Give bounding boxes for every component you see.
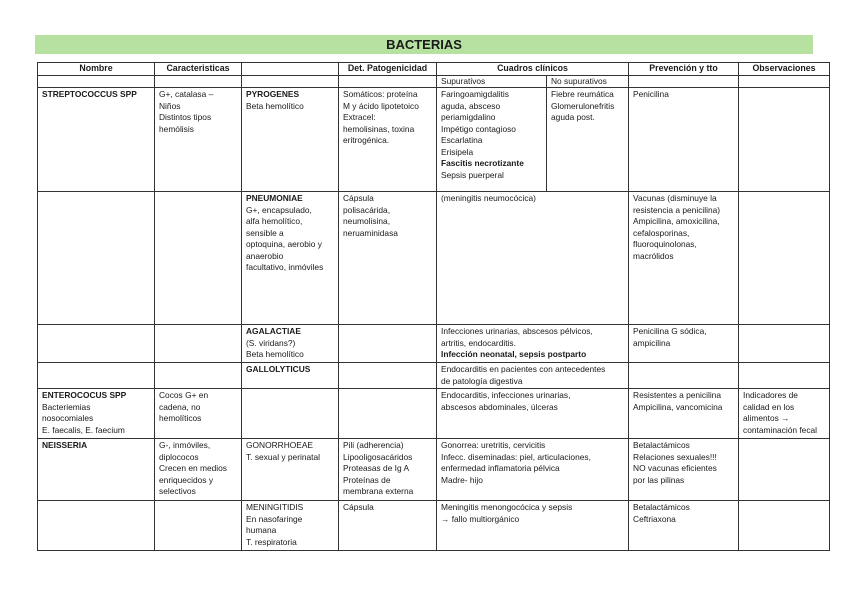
table-row [38, 389, 830, 439]
cell-strep-caract: G+, catalasa – Niños Distintos tipos hemólisis [155, 88, 242, 192]
page-title: BACTERIAS [386, 37, 462, 52]
col-prevencion: Prevención y tto [629, 63, 739, 76]
table-row [38, 88, 830, 192]
cell-neisseria-nombre: NEISSERIA [38, 439, 155, 501]
cell-entero-caract: Cocos G+ en cadena, no hemolíticos [155, 389, 242, 439]
table-row [38, 363, 830, 389]
cell-pyogenes: PYROGENES Beta hemolítico [242, 88, 339, 192]
cell-pyogenes-sup: Faringoamigdalitis aguda, absceso periamigdalino Impétigo contagioso Escarlatina Erisipela Fascitis necrotizante Sepsis puerperal [437, 88, 547, 192]
cell-meningitidis-prev: Betalactámicos Ceftriaxona [629, 501, 739, 551]
cell-agalactiae-cuadro: Infecciones urinarias, abscesos pélvicos, artritis, endocarditis. Infección neonatal, sepsis postparto [437, 325, 629, 363]
cell-entero-nombre: ENTEROCOCUS SPP Bacteriemias nosocomiales E. faecalis, E. faecium [38, 389, 155, 439]
header-row [38, 63, 830, 76]
cell-entero-cuadro: Endocarditis, infecciones urinarias, abscesos abdominales, úlceras [437, 389, 629, 439]
col-blank [242, 63, 339, 76]
sub-no-supurativos: No supurativos [547, 75, 629, 88]
cell-entero-obs: Indicadores de calidad en los alimentos → contaminación fecal [739, 389, 830, 439]
cell-gonorrhoeae-cuadro: Gonorrea: uretritis, cervicitis Infecc. diseminadas: piel, articulaciones, enfermedad inflamatoria pélvica Madre- hijo [437, 439, 629, 501]
cell-agalactiae: AGALACTIAE (S. viridans?) Beta hemolítico [242, 325, 339, 363]
cell-pneumoniae-pat: Cápsula polisacárida, neumolisina, neruaminidasa [339, 192, 437, 325]
table-row [38, 501, 830, 551]
cell-agalactiae-prev: Penicilina G sódica, ampicilina [629, 325, 739, 363]
cell-gonorrhoeae-pat: Pili (adherencia) Lipooligosacáridos Proteasas de Ig A Proteínas de membrana externa [339, 439, 437, 501]
cell-pyogenes-nosup: Fiebre reumática Glomerulonefritis aguda post. [547, 88, 629, 192]
cell-pneumoniae-cuadro: (meningitis neumocócica) [437, 192, 629, 325]
cell-strep-nombre: STREPTOCOCCUS SPP [38, 88, 155, 192]
col-cuadros: Cuadros clínicos [437, 63, 629, 76]
cell-neisseria-caract: G-, inmóviles, diplococos Crecen en medios enriquecidos y selectivos [155, 439, 242, 501]
cell-gallolyticus-cuadro: Endocarditis en pacientes con antecedentes de patología digestiva [437, 363, 629, 389]
cell-entero-prev: Resistentes a penicilina Ampicilina, vancomicina [629, 389, 739, 439]
subheader-row [38, 75, 830, 88]
cell-pyogenes-prev: Penicilina [629, 88, 739, 192]
cell-gallolyticus: GALLOLYTICUS [242, 363, 339, 389]
cell-pneumoniae-prev: Vacunas (disminuye la resistencia a penicilina) Ampicilina, amoxicilina, cefalosporinas, fluoroquinolonas, macrólidos [629, 192, 739, 325]
cell-gonorrhoeae: GONORRHOEAE T. sexual y perinatal [242, 439, 339, 501]
cell-meningitidis-cuadro: Meningitis menongocócica y sepsis → fallo multiorgánico [437, 501, 629, 551]
table-row [38, 192, 830, 325]
sub-supurativos: Supurativos [437, 75, 547, 88]
cell-meningitidis-pat: Cápsula [339, 501, 437, 551]
title-bar [35, 35, 813, 54]
col-nombre: Nombre [38, 63, 155, 76]
table-row [38, 439, 830, 501]
cell-pneumoniae: PNEUMONIAE G+, encapsulado, alfa hemolítico, sensible a optoquina, aerobio y anaerobio facultativo, inmóviles [242, 192, 339, 325]
col-caracteristicas: Caracteristicas [155, 63, 242, 76]
col-observaciones: Observaciones [739, 63, 830, 76]
cell-meningitidis: MENINGITIDIS En nasofaringe humana T. respiratoria [242, 501, 339, 551]
bacteria-table [37, 62, 830, 551]
table-row [38, 325, 830, 363]
cell-gonorrhoeae-prev: Betalactámicos Relaciones sexuales!!! NO vacunas eficientes por las pilinas [629, 439, 739, 501]
col-patogenicidad: Det. Patogenicidad [339, 63, 437, 76]
cell-pyogenes-pat: Somáticos: proteína M y ácido lipotetoico Extracel: hemolisinas, toxina eritrogénica. [339, 88, 437, 192]
